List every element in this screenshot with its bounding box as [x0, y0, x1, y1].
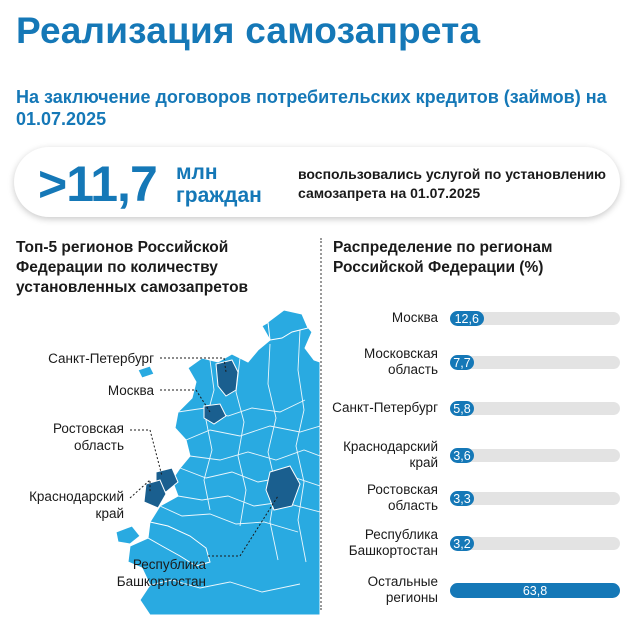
bar-label-line: Санкт-Петербург	[332, 400, 438, 415]
bar-label-line: область	[388, 362, 438, 377]
bar-label-line: Башкортостан	[348, 543, 438, 558]
bar-label	[308, 346, 438, 378]
bar-track	[450, 356, 620, 369]
page-title: Реализация самозапрета	[16, 10, 481, 51]
bar-value-label: 3,2	[453, 536, 471, 551]
bar-label-line: Остальные	[367, 574, 438, 589]
page-subtitle: На заключение договоров потребительских кредитов (займов) на 01.07.2025	[16, 87, 607, 129]
bar	[450, 355, 474, 370]
bar-value-label: 3,6	[453, 448, 471, 463]
map-label-rostov-line-2: область	[74, 438, 124, 453]
bar-track	[450, 537, 620, 550]
stat-unit	[176, 161, 286, 207]
bar-label	[308, 400, 438, 416]
bar-label-line: Республика	[364, 527, 438, 542]
bar-value-label: 5,8	[453, 401, 471, 416]
bar-label-line: Московская	[363, 346, 438, 361]
stat-description: воспользовались услугой по установлению самозапрета на 01.07.2025	[298, 166, 607, 201]
bar-label-line: Краснодарский	[343, 439, 438, 454]
bar-label-line: край	[409, 455, 438, 470]
bar-label-line: область	[388, 498, 438, 513]
bar	[450, 536, 474, 551]
map-label-bashkortostan-line-1: Республика	[132, 557, 206, 572]
bar-value-label: 7,7	[453, 355, 471, 370]
bar-value-label: 63,8	[522, 583, 548, 598]
map-label-spb: Санкт-Петербург	[48, 351, 154, 366]
bar-label	[308, 310, 438, 326]
bar-label-line: регионы	[385, 590, 438, 605]
map-label-moscow: Москва	[107, 383, 154, 398]
stat-unit-line-1: млн	[176, 161, 218, 184]
map-label-rostov-line-1: Ростовская	[52, 421, 124, 436]
bar-track	[450, 402, 620, 415]
map-label-bashkortostan	[88, 556, 206, 590]
map-crimea	[116, 526, 140, 544]
map-label-rostov	[6, 420, 124, 454]
bar-value-label: 3,3	[453, 491, 471, 506]
map-label-krasnodar-line-2: край	[95, 506, 124, 521]
map-section-title: Топ-5 регионов Российской Федерации по количеству установленных самозапретов	[16, 239, 249, 296]
bar-track	[450, 492, 620, 505]
bar	[450, 491, 474, 506]
bar-label-line: Ростовская	[366, 482, 438, 497]
map-label-krasnodar-line-1: Краснодарский	[29, 489, 124, 504]
stat-unit-line-2: граждан	[176, 184, 262, 207]
bar	[450, 583, 620, 598]
chart-title: Распределение по регионам Российской Федерации (%)	[333, 239, 553, 276]
bar	[450, 401, 474, 416]
bar-value-label: 12,6	[454, 311, 479, 326]
bar-label	[308, 574, 438, 606]
bar-label	[308, 527, 438, 559]
bar-label-line: Москва	[391, 310, 438, 325]
bar-track	[450, 449, 620, 462]
stat-value: >11,7	[38, 156, 157, 212]
map-kaliningrad	[138, 366, 154, 378]
stat-callout	[14, 147, 620, 217]
bar	[450, 448, 474, 463]
bar-label	[308, 482, 438, 514]
map-label-bashkortostan-line-2: Башкортостан	[116, 574, 206, 589]
bar-label	[308, 439, 438, 471]
bar	[450, 311, 484, 326]
map-label-krasnodar	[6, 488, 124, 522]
